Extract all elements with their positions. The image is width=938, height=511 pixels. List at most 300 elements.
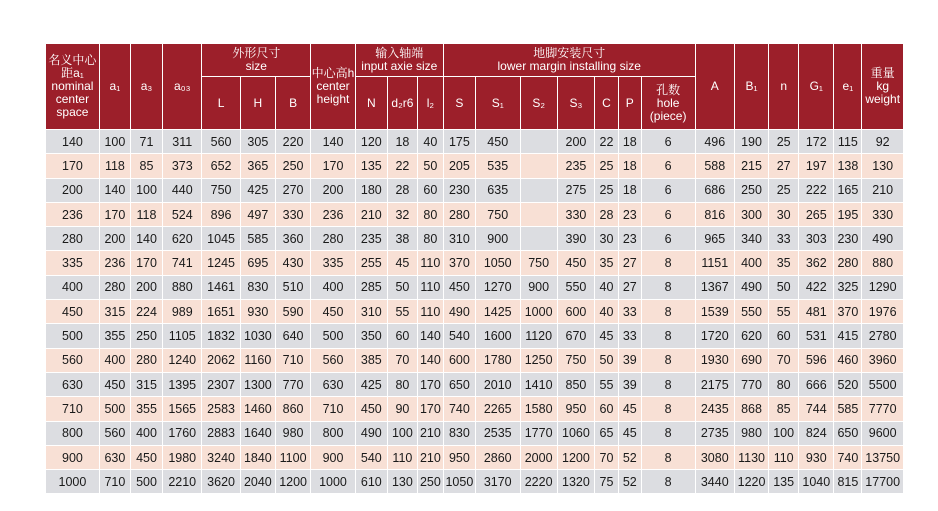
table-cell: 250 bbox=[417, 470, 443, 494]
table-row bbox=[46, 372, 904, 396]
table-cell: 50 bbox=[595, 348, 619, 372]
table-cell: 770 bbox=[275, 372, 310, 396]
table-cell: 800 bbox=[46, 421, 100, 445]
table-cell: 2175 bbox=[695, 372, 734, 396]
table-cell: 1120 bbox=[520, 324, 557, 348]
table-cell: 850 bbox=[557, 372, 594, 396]
table-cell: 8 bbox=[641, 348, 695, 372]
table-cell: 70 bbox=[595, 445, 619, 469]
table-cell: 80 bbox=[387, 372, 417, 396]
table-row bbox=[46, 397, 904, 421]
header-S1: S₁ bbox=[475, 77, 520, 130]
table-cell: 25 bbox=[769, 130, 799, 154]
header-installing-size: 地脚安装尺寸 lower margin installing size bbox=[443, 44, 695, 77]
table-cell: 90 bbox=[387, 397, 417, 421]
table-cell: 40 bbox=[417, 130, 443, 154]
table-cell: 80 bbox=[417, 227, 443, 251]
table-cell: 896 bbox=[202, 202, 240, 226]
table-cell: 45 bbox=[595, 324, 619, 348]
table-cell: 450 bbox=[475, 130, 520, 154]
table-cell: 110 bbox=[417, 275, 443, 299]
table-cell: 110 bbox=[769, 445, 799, 469]
header-center-space: 名义中心距a₁ nominal center space bbox=[46, 44, 100, 130]
table-cell: 5500 bbox=[862, 372, 904, 396]
table-cell: 590 bbox=[275, 300, 310, 324]
table-cell: 3620 bbox=[202, 470, 240, 494]
table-cell: 1050 bbox=[475, 251, 520, 275]
table-cell: 500 bbox=[46, 324, 100, 348]
table-cell: 1105 bbox=[163, 324, 202, 348]
table-cell: 2583 bbox=[202, 397, 240, 421]
table-cell: 27 bbox=[618, 275, 641, 299]
table-cell: 230 bbox=[443, 178, 475, 202]
table-cell: 210 bbox=[862, 178, 904, 202]
table-cell: 531 bbox=[799, 324, 834, 348]
table-cell: 330 bbox=[557, 202, 594, 226]
table-cell: 100 bbox=[769, 421, 799, 445]
table-row bbox=[46, 227, 904, 251]
header-G1: G₁ bbox=[799, 44, 834, 130]
table-cell: 670 bbox=[557, 324, 594, 348]
table-cell: 1930 bbox=[695, 348, 734, 372]
table-cell: 130 bbox=[387, 470, 417, 494]
table-cell: 210 bbox=[355, 202, 387, 226]
table-cell: 2435 bbox=[695, 397, 734, 421]
header-A: A bbox=[695, 44, 734, 130]
table-cell: 560 bbox=[311, 348, 356, 372]
table-row bbox=[46, 300, 904, 324]
table-cell: 750 bbox=[202, 178, 240, 202]
table-cell: 1760 bbox=[163, 421, 202, 445]
table-cell: 6 bbox=[641, 154, 695, 178]
table-cell: 800 bbox=[311, 421, 356, 445]
table-cell: 140 bbox=[417, 324, 443, 348]
table-cell: 235 bbox=[355, 227, 387, 251]
table-cell: 28 bbox=[595, 202, 619, 226]
table-cell: 280 bbox=[130, 348, 162, 372]
table-cell: 600 bbox=[443, 348, 475, 372]
table-cell: 1720 bbox=[695, 324, 734, 348]
table-cell: 440 bbox=[163, 178, 202, 202]
table-cell: 280 bbox=[99, 275, 130, 299]
table-cell: 65 bbox=[595, 421, 619, 445]
table-cell: 220 bbox=[275, 130, 310, 154]
table-cell: 1040 bbox=[799, 470, 834, 494]
header-P: P bbox=[618, 77, 641, 130]
table-cell: 1395 bbox=[163, 372, 202, 396]
table-cell: 200 bbox=[557, 130, 594, 154]
table-cell: 430 bbox=[275, 251, 310, 275]
table-cell: 335 bbox=[311, 251, 356, 275]
table-cell: 55 bbox=[387, 300, 417, 324]
table-cell: 500 bbox=[311, 324, 356, 348]
table-cell: 6 bbox=[641, 202, 695, 226]
table-cell: 1300 bbox=[240, 372, 275, 396]
table-cell: 200 bbox=[311, 178, 356, 202]
table-cell: 340 bbox=[734, 227, 768, 251]
table-cell: 1651 bbox=[202, 300, 240, 324]
table-cell: 235 bbox=[557, 154, 594, 178]
table-cell: 8 bbox=[641, 421, 695, 445]
table-cell: 425 bbox=[355, 372, 387, 396]
table-cell: 224 bbox=[130, 300, 162, 324]
table-cell: 2265 bbox=[475, 397, 520, 421]
table-cell: 1050 bbox=[443, 470, 475, 494]
table-cell: 45 bbox=[618, 397, 641, 421]
table-cell: 8 bbox=[641, 445, 695, 469]
table-cell: 23 bbox=[618, 202, 641, 226]
table-cell: 1160 bbox=[240, 348, 275, 372]
table-cell: 52 bbox=[618, 445, 641, 469]
table-cell: 400 bbox=[130, 421, 162, 445]
table-cell: 285 bbox=[355, 275, 387, 299]
table-cell: 138 bbox=[834, 154, 862, 178]
table-cell: 25 bbox=[595, 154, 619, 178]
table-cell: 200 bbox=[46, 178, 100, 202]
table-cell: 524 bbox=[163, 202, 202, 226]
table-cell: 70 bbox=[769, 348, 799, 372]
table-cell: 1770 bbox=[520, 421, 557, 445]
table-cell: 900 bbox=[46, 445, 100, 469]
table-cell: 744 bbox=[799, 397, 834, 421]
table-cell: 45 bbox=[387, 251, 417, 275]
table-cell: 880 bbox=[862, 251, 904, 275]
table-cell: 740 bbox=[834, 445, 862, 469]
table-cell: 2040 bbox=[240, 470, 275, 494]
table-cell: 85 bbox=[769, 397, 799, 421]
table-cell: 1367 bbox=[695, 275, 734, 299]
table-cell: 1832 bbox=[202, 324, 240, 348]
table-cell: 180 bbox=[355, 178, 387, 202]
table-cell: 6 bbox=[641, 227, 695, 251]
table-cell: 770 bbox=[734, 372, 768, 396]
table-cell: 265 bbox=[799, 202, 834, 226]
table-row bbox=[46, 348, 904, 372]
table-cell: 2735 bbox=[695, 421, 734, 445]
table-cell: 222 bbox=[799, 178, 834, 202]
header-weight: 重量 kg weight bbox=[862, 44, 904, 130]
table-cell: 830 bbox=[443, 421, 475, 445]
table-cell: 75 bbox=[595, 470, 619, 494]
table-cell: 280 bbox=[46, 227, 100, 251]
table-cell: 250 bbox=[130, 324, 162, 348]
table-cell: 425 bbox=[240, 178, 275, 202]
table-cell: 236 bbox=[99, 251, 130, 275]
table-cell: 400 bbox=[734, 251, 768, 275]
table-cell: 140 bbox=[130, 227, 162, 251]
table-cell: 1250 bbox=[520, 348, 557, 372]
table-cell: 965 bbox=[695, 227, 734, 251]
table-cell: 695 bbox=[240, 251, 275, 275]
table-cell: 816 bbox=[695, 202, 734, 226]
table-cell: 200 bbox=[130, 275, 162, 299]
table-cell: 535 bbox=[475, 154, 520, 178]
table-cell: 1030 bbox=[240, 324, 275, 348]
header-e1: e₁ bbox=[834, 44, 862, 130]
table-cell: 370 bbox=[834, 300, 862, 324]
table-cell: 130 bbox=[862, 154, 904, 178]
table-cell: 40 bbox=[595, 275, 619, 299]
table-cell: 1270 bbox=[475, 275, 520, 299]
table-cell: 1410 bbox=[520, 372, 557, 396]
table-cell: 415 bbox=[834, 324, 862, 348]
table-cell: 585 bbox=[834, 397, 862, 421]
table-cell: 25 bbox=[769, 178, 799, 202]
table-cell: 170 bbox=[130, 251, 162, 275]
table-cell: 460 bbox=[834, 348, 862, 372]
table-cell: 25 bbox=[595, 178, 619, 202]
table-cell: 118 bbox=[130, 202, 162, 226]
table-cell: 18 bbox=[618, 130, 641, 154]
table-cell: 33 bbox=[618, 300, 641, 324]
table-cell: 1060 bbox=[557, 421, 594, 445]
table-cell: 22 bbox=[595, 130, 619, 154]
table-row bbox=[46, 178, 904, 202]
table-cell: 170 bbox=[46, 154, 100, 178]
table-cell: 230 bbox=[834, 227, 862, 251]
table-cell: 115 bbox=[834, 130, 862, 154]
table-cell: 686 bbox=[695, 178, 734, 202]
table-cell: 400 bbox=[311, 275, 356, 299]
table-cell: 1980 bbox=[163, 445, 202, 469]
table-cell: 450 bbox=[46, 300, 100, 324]
table-cell: 2010 bbox=[475, 372, 520, 396]
table-cell: 500 bbox=[99, 397, 130, 421]
table-cell: 140 bbox=[46, 130, 100, 154]
table-row bbox=[46, 130, 904, 154]
table-cell: 1045 bbox=[202, 227, 240, 251]
table-row bbox=[46, 202, 904, 226]
header-N: N bbox=[355, 77, 387, 130]
table-cell: 1840 bbox=[240, 445, 275, 469]
table-cell: 71 bbox=[130, 130, 162, 154]
table-row bbox=[46, 421, 904, 445]
table-cell: 1580 bbox=[520, 397, 557, 421]
table-cell: 900 bbox=[520, 275, 557, 299]
header-S3: S₃ bbox=[557, 77, 594, 130]
table-cell: 1460 bbox=[240, 397, 275, 421]
header-L: L bbox=[202, 77, 240, 130]
table-cell: 824 bbox=[799, 421, 834, 445]
table-cell: 373 bbox=[163, 154, 202, 178]
table-cell: 35 bbox=[595, 251, 619, 275]
table-cell: 610 bbox=[355, 470, 387, 494]
spec-table bbox=[45, 43, 904, 494]
table-cell: 1000 bbox=[311, 470, 356, 494]
table-cell: 17700 bbox=[862, 470, 904, 494]
table-cell: 80 bbox=[417, 202, 443, 226]
table-cell: 490 bbox=[734, 275, 768, 299]
table-cell: 350 bbox=[355, 324, 387, 348]
table-cell: 110 bbox=[417, 300, 443, 324]
table-cell: 422 bbox=[799, 275, 834, 299]
header-l2: l₂ bbox=[417, 77, 443, 130]
table-cell: 980 bbox=[734, 421, 768, 445]
table-cell: 6 bbox=[641, 130, 695, 154]
table-cell: 1539 bbox=[695, 300, 734, 324]
table-cell: 450 bbox=[99, 372, 130, 396]
table-cell: 8 bbox=[641, 470, 695, 494]
table-cell: 210 bbox=[417, 445, 443, 469]
table-cell: 38 bbox=[387, 227, 417, 251]
table-cell: 1320 bbox=[557, 470, 594, 494]
header-a1: a₁ bbox=[99, 44, 130, 130]
table-cell: 236 bbox=[311, 202, 356, 226]
table-cell: 710 bbox=[275, 348, 310, 372]
table-cell: 1976 bbox=[862, 300, 904, 324]
table-cell: 32 bbox=[387, 202, 417, 226]
header-n: n bbox=[769, 44, 799, 130]
table-cell: 400 bbox=[99, 348, 130, 372]
table-cell: 175 bbox=[443, 130, 475, 154]
table-cell: 2535 bbox=[475, 421, 520, 445]
table-cell: 197 bbox=[799, 154, 834, 178]
table-cell: 550 bbox=[557, 275, 594, 299]
table-cell: 200 bbox=[99, 227, 130, 251]
table-cell: 585 bbox=[240, 227, 275, 251]
table-cell: 450 bbox=[355, 397, 387, 421]
table-cell: 560 bbox=[46, 348, 100, 372]
table-cell: 100 bbox=[130, 178, 162, 202]
table-cell: 140 bbox=[417, 348, 443, 372]
table-cell: 496 bbox=[695, 130, 734, 154]
table-cell: 900 bbox=[475, 227, 520, 251]
table-cell: 400 bbox=[46, 275, 100, 299]
table-cell: 750 bbox=[475, 202, 520, 226]
table-cell: 1600 bbox=[475, 324, 520, 348]
table-cell: 2307 bbox=[202, 372, 240, 396]
table-cell: 3440 bbox=[695, 470, 734, 494]
table-cell: 8 bbox=[641, 300, 695, 324]
table-cell: 930 bbox=[799, 445, 834, 469]
table-cell: 140 bbox=[311, 130, 356, 154]
table-cell: 1780 bbox=[475, 348, 520, 372]
table-cell: 22 bbox=[387, 154, 417, 178]
table-cell bbox=[520, 154, 557, 178]
table-cell: 560 bbox=[202, 130, 240, 154]
table-row bbox=[46, 445, 904, 469]
table-cell: 596 bbox=[799, 348, 834, 372]
table-cell: 118 bbox=[99, 154, 130, 178]
table-cell: 980 bbox=[275, 421, 310, 445]
table-cell: 27 bbox=[769, 154, 799, 178]
table-cell: 390 bbox=[557, 227, 594, 251]
table-cell: 2860 bbox=[475, 445, 520, 469]
table-cell: 630 bbox=[46, 372, 100, 396]
table-cell: 120 bbox=[355, 130, 387, 154]
table-cell: 741 bbox=[163, 251, 202, 275]
table-cell: 7770 bbox=[862, 397, 904, 421]
table-body bbox=[46, 130, 904, 494]
table-cell: 2000 bbox=[520, 445, 557, 469]
table-cell: 100 bbox=[387, 421, 417, 445]
table-cell: 13750 bbox=[862, 445, 904, 469]
table-cell: 50 bbox=[387, 275, 417, 299]
table-cell: 33 bbox=[769, 227, 799, 251]
table-cell: 3960 bbox=[862, 348, 904, 372]
table-cell: 305 bbox=[240, 130, 275, 154]
table-cell: 450 bbox=[557, 251, 594, 275]
table-cell: 1640 bbox=[240, 421, 275, 445]
table-cell: 18 bbox=[387, 130, 417, 154]
table-cell: 360 bbox=[275, 227, 310, 251]
table-cell: 900 bbox=[311, 445, 356, 469]
table-cell: 620 bbox=[163, 227, 202, 251]
table-cell: 815 bbox=[834, 470, 862, 494]
table-cell: 1565 bbox=[163, 397, 202, 421]
table-cell: 311 bbox=[163, 130, 202, 154]
table-cell: 1425 bbox=[475, 300, 520, 324]
table-cell: 310 bbox=[355, 300, 387, 324]
table-cell: 9600 bbox=[862, 421, 904, 445]
table-cell: 165 bbox=[834, 178, 862, 202]
table-cell: 50 bbox=[769, 275, 799, 299]
table-cell: 39 bbox=[618, 372, 641, 396]
table-cell: 250 bbox=[275, 154, 310, 178]
header-d2r6: d₂r6 bbox=[387, 77, 417, 130]
table-cell: 588 bbox=[695, 154, 734, 178]
table-cell: 830 bbox=[240, 275, 275, 299]
table-cell: 500 bbox=[130, 470, 162, 494]
table-cell: 370 bbox=[443, 251, 475, 275]
table-cell: 3240 bbox=[202, 445, 240, 469]
table-cell: 2210 bbox=[163, 470, 202, 494]
table-cell: 8 bbox=[641, 275, 695, 299]
table-cell: 860 bbox=[275, 397, 310, 421]
table-cell: 315 bbox=[99, 300, 130, 324]
table-cell: 60 bbox=[417, 178, 443, 202]
table-cell: 710 bbox=[311, 397, 356, 421]
table-cell: 1290 bbox=[862, 275, 904, 299]
table-cell: 335 bbox=[46, 251, 100, 275]
header-center-height: 中心高h center height bbox=[311, 44, 356, 130]
table-cell: 33 bbox=[618, 324, 641, 348]
table-cell: 1461 bbox=[202, 275, 240, 299]
table-cell: 195 bbox=[834, 202, 862, 226]
table-cell: 100 bbox=[99, 130, 130, 154]
table-cell: 880 bbox=[163, 275, 202, 299]
table-cell: 60 bbox=[387, 324, 417, 348]
table-cell: 490 bbox=[862, 227, 904, 251]
table-cell: 50 bbox=[417, 154, 443, 178]
table-cell: 310 bbox=[443, 227, 475, 251]
table-cell: 930 bbox=[240, 300, 275, 324]
table-cell: 325 bbox=[834, 275, 862, 299]
table-cell: 280 bbox=[443, 202, 475, 226]
table-cell: 868 bbox=[734, 397, 768, 421]
table-cell: 710 bbox=[99, 470, 130, 494]
table-cell: 170 bbox=[311, 154, 356, 178]
table-cell: 30 bbox=[595, 227, 619, 251]
table-cell: 92 bbox=[862, 130, 904, 154]
table-cell: 355 bbox=[99, 324, 130, 348]
table-cell: 1000 bbox=[46, 470, 100, 494]
table-cell: 1220 bbox=[734, 470, 768, 494]
header-input-axle: 输入轴端 input axie size bbox=[355, 44, 443, 77]
table-cell: 630 bbox=[311, 372, 356, 396]
table-cell: 3080 bbox=[695, 445, 734, 469]
header-C: C bbox=[595, 77, 619, 130]
table-cell: 85 bbox=[130, 154, 162, 178]
table-cell: 490 bbox=[355, 421, 387, 445]
table-cell: 950 bbox=[557, 397, 594, 421]
table-cell: 1245 bbox=[202, 251, 240, 275]
table-cell: 170 bbox=[417, 397, 443, 421]
table-cell: 270 bbox=[275, 178, 310, 202]
table-cell: 750 bbox=[520, 251, 557, 275]
table-cell: 52 bbox=[618, 470, 641, 494]
table-cell: 39 bbox=[618, 348, 641, 372]
